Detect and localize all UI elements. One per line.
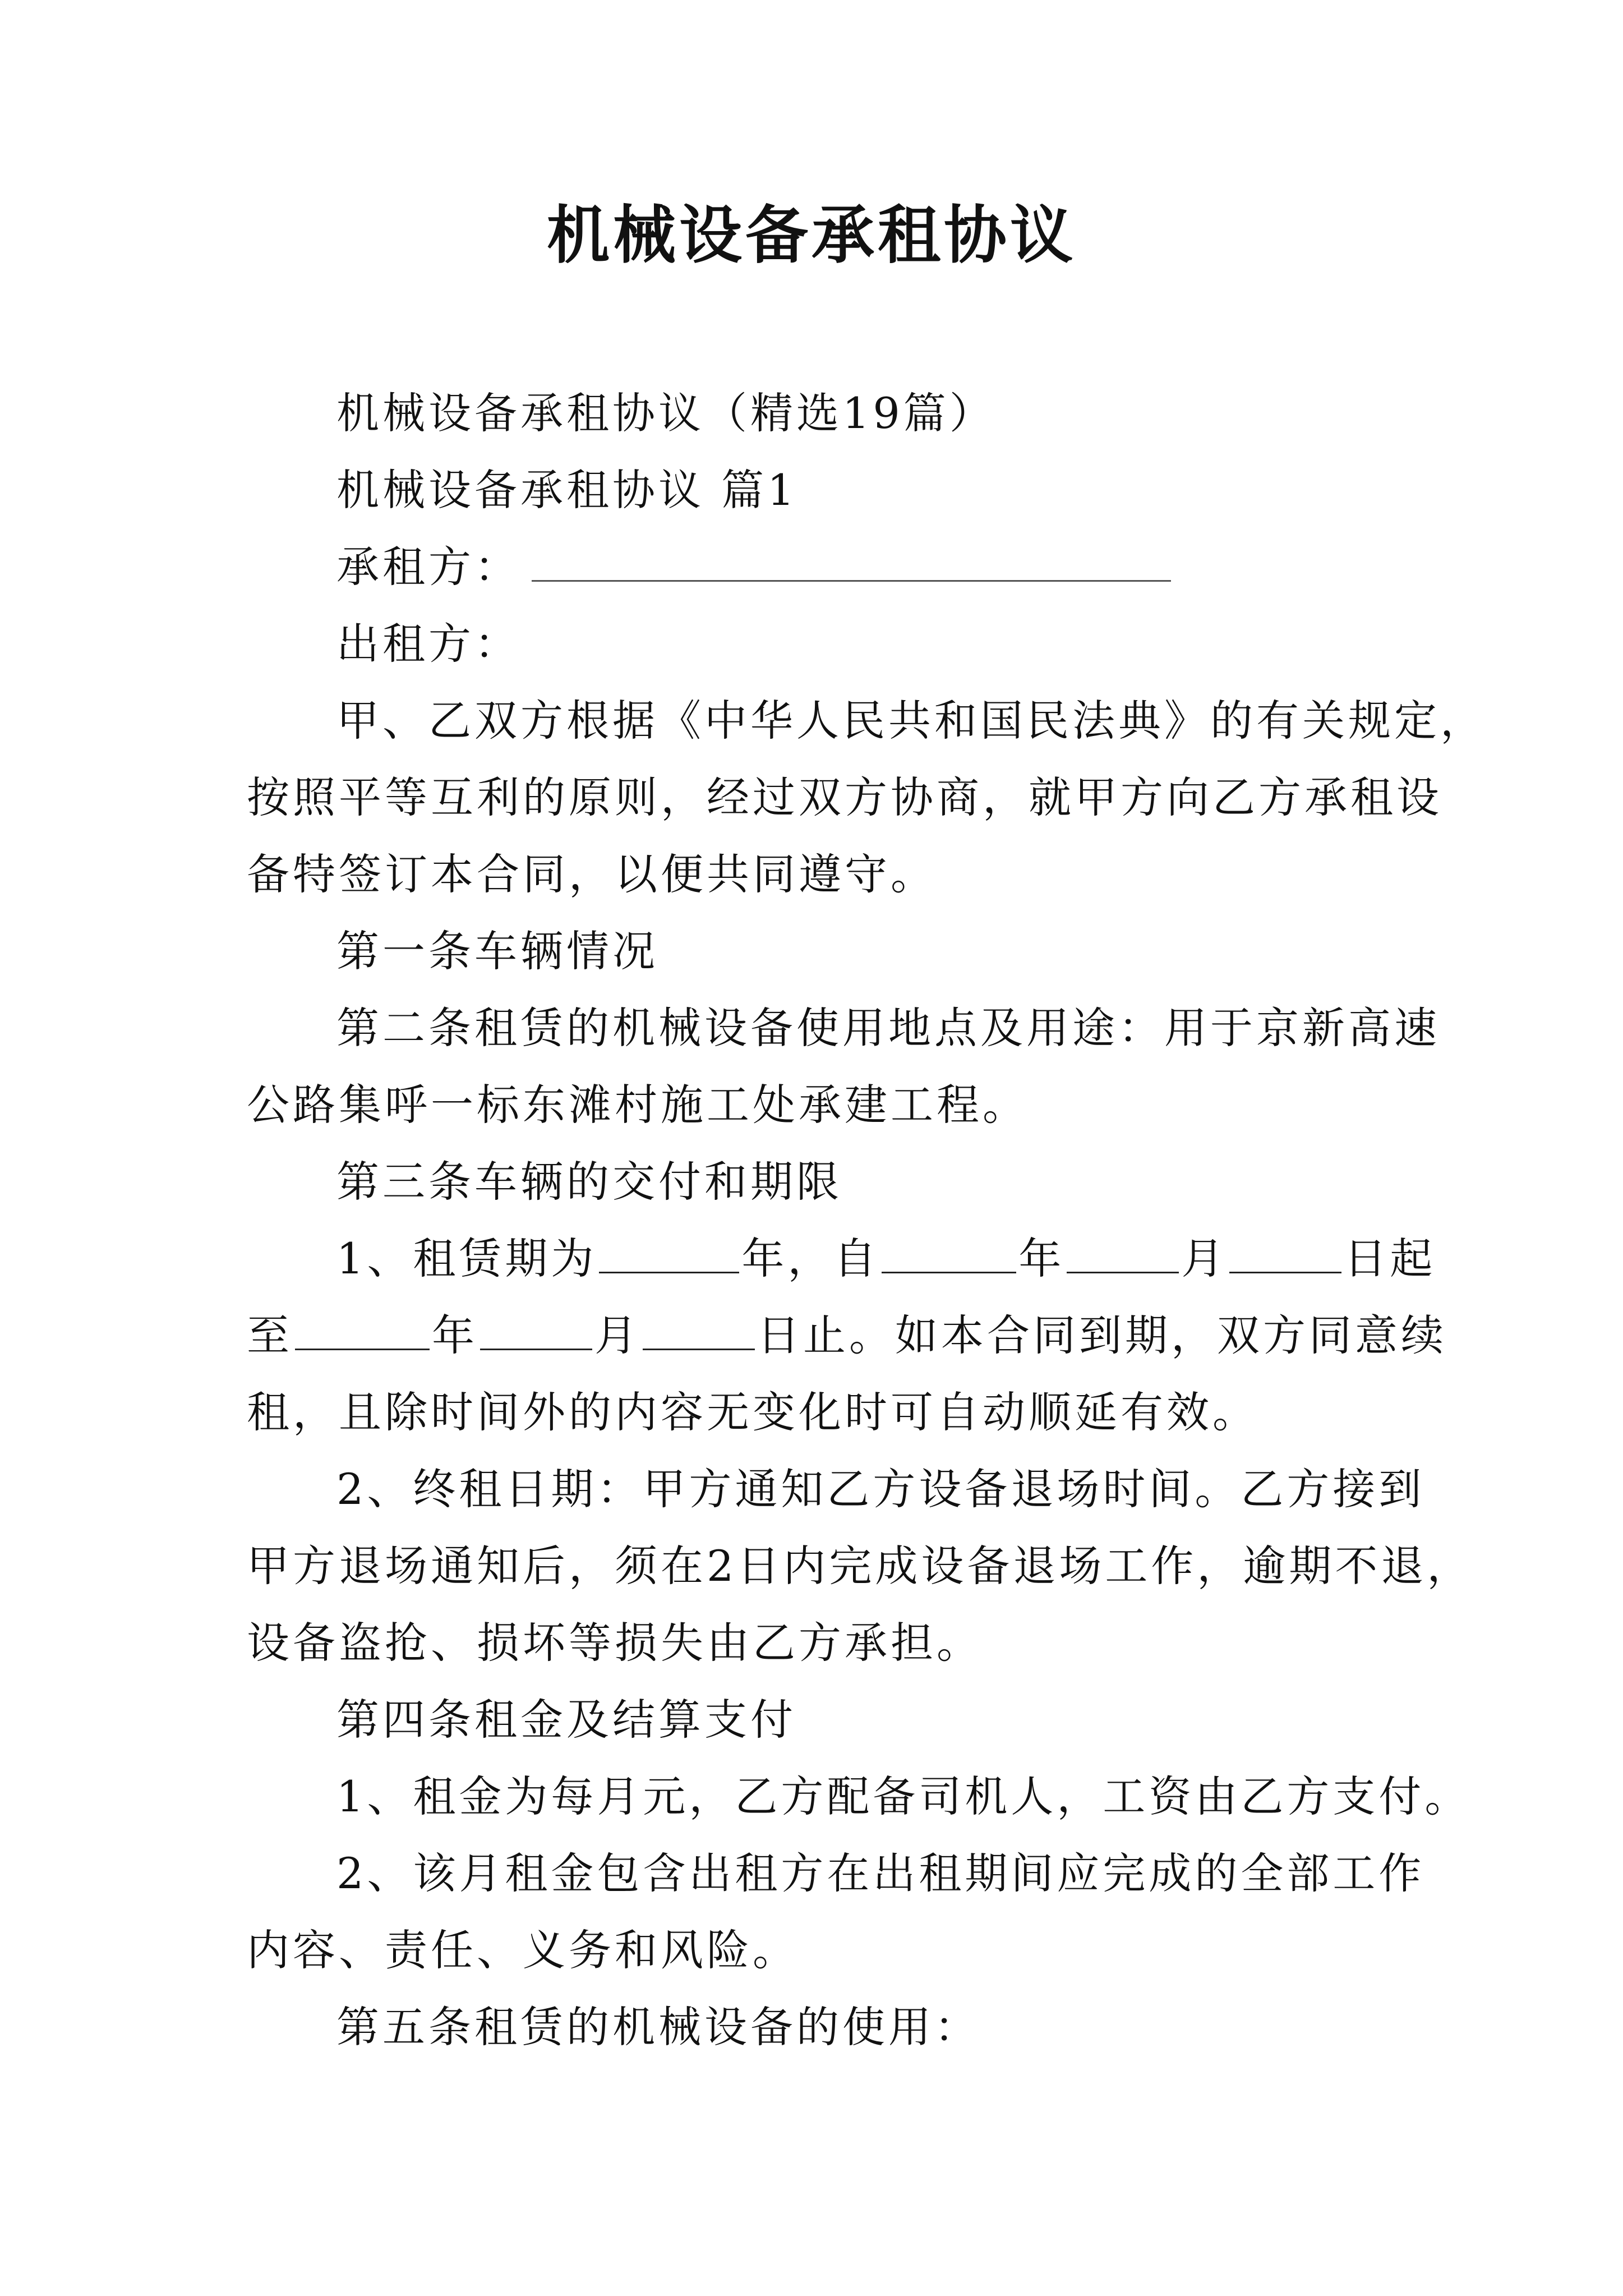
start-month-blank bbox=[1067, 1237, 1179, 1273]
section-heading: 机械设备承租协议 篇1 bbox=[336, 465, 798, 515]
article-5-heading: 第五条租赁的机械设备的使用： bbox=[336, 2002, 980, 2052]
end-day-blank bbox=[643, 1314, 755, 1350]
start-day-blank bbox=[1229, 1237, 1341, 1273]
start-year-blank bbox=[882, 1237, 1016, 1273]
lessor-label: 出租方： bbox=[336, 619, 520, 669]
document-title: 机械设备承租协议 bbox=[547, 199, 1076, 272]
termination-paragraph: 2、终租日期：甲方通知乙方设备退场时间。乙方接到 甲方退场通知后，须在2日内完成设备退场工作，逾期不退， 设备盗抢、损坏等损失由乙方承担。 bbox=[247, 1464, 1473, 1668]
lessee-line bbox=[247, 528, 1396, 605]
article-1-heading: 第一条车辆情况 bbox=[336, 926, 658, 976]
term-years-blank bbox=[599, 1237, 739, 1273]
rent-clause-2: 2、该月租金包含出租方在出租期间应完成的全部工作 内容、责任、义务和风险。 bbox=[247, 1848, 1425, 1975]
document-subtitle: 机械设备承租协议（精选19篇） bbox=[336, 388, 995, 438]
lessee-label: 承租方： bbox=[336, 542, 520, 592]
end-year-blank bbox=[295, 1314, 430, 1350]
rent-clause-1: 1、租金为每月元，乙方配备司机人，工资由乙方支付。 bbox=[336, 1772, 1471, 1821]
article-2-paragraph: 第二条租赁的机械设备使用地点及用途：用于京新高速 公路集呼一标东滩村施工处承建工程。 bbox=[247, 1003, 1440, 1130]
lessor-line bbox=[247, 605, 1396, 682]
article-3-heading: 第三条车辆的交付和期限 bbox=[336, 1157, 842, 1207]
end-month-blank bbox=[480, 1314, 592, 1350]
article-4-heading: 第四条租金及结算支付 bbox=[336, 1695, 796, 1745]
lessee-blank bbox=[532, 546, 1171, 582]
lease-term-paragraph: 1、租赁期为 年，自 年 月 日起 至 年 月 日止。如本合同到期，双方同意续 租，且除时间外的内容无变化时可自动顺延有效。 bbox=[247, 1234, 1447, 1437]
intro-paragraph: 甲、乙双方根据《中华人民共和国民法典》的有关规定， 按照平等互利的原则，经过双方协商，就甲方向乙方承租设 备特签订本合同，以便共同遵守。 bbox=[247, 696, 1486, 899]
